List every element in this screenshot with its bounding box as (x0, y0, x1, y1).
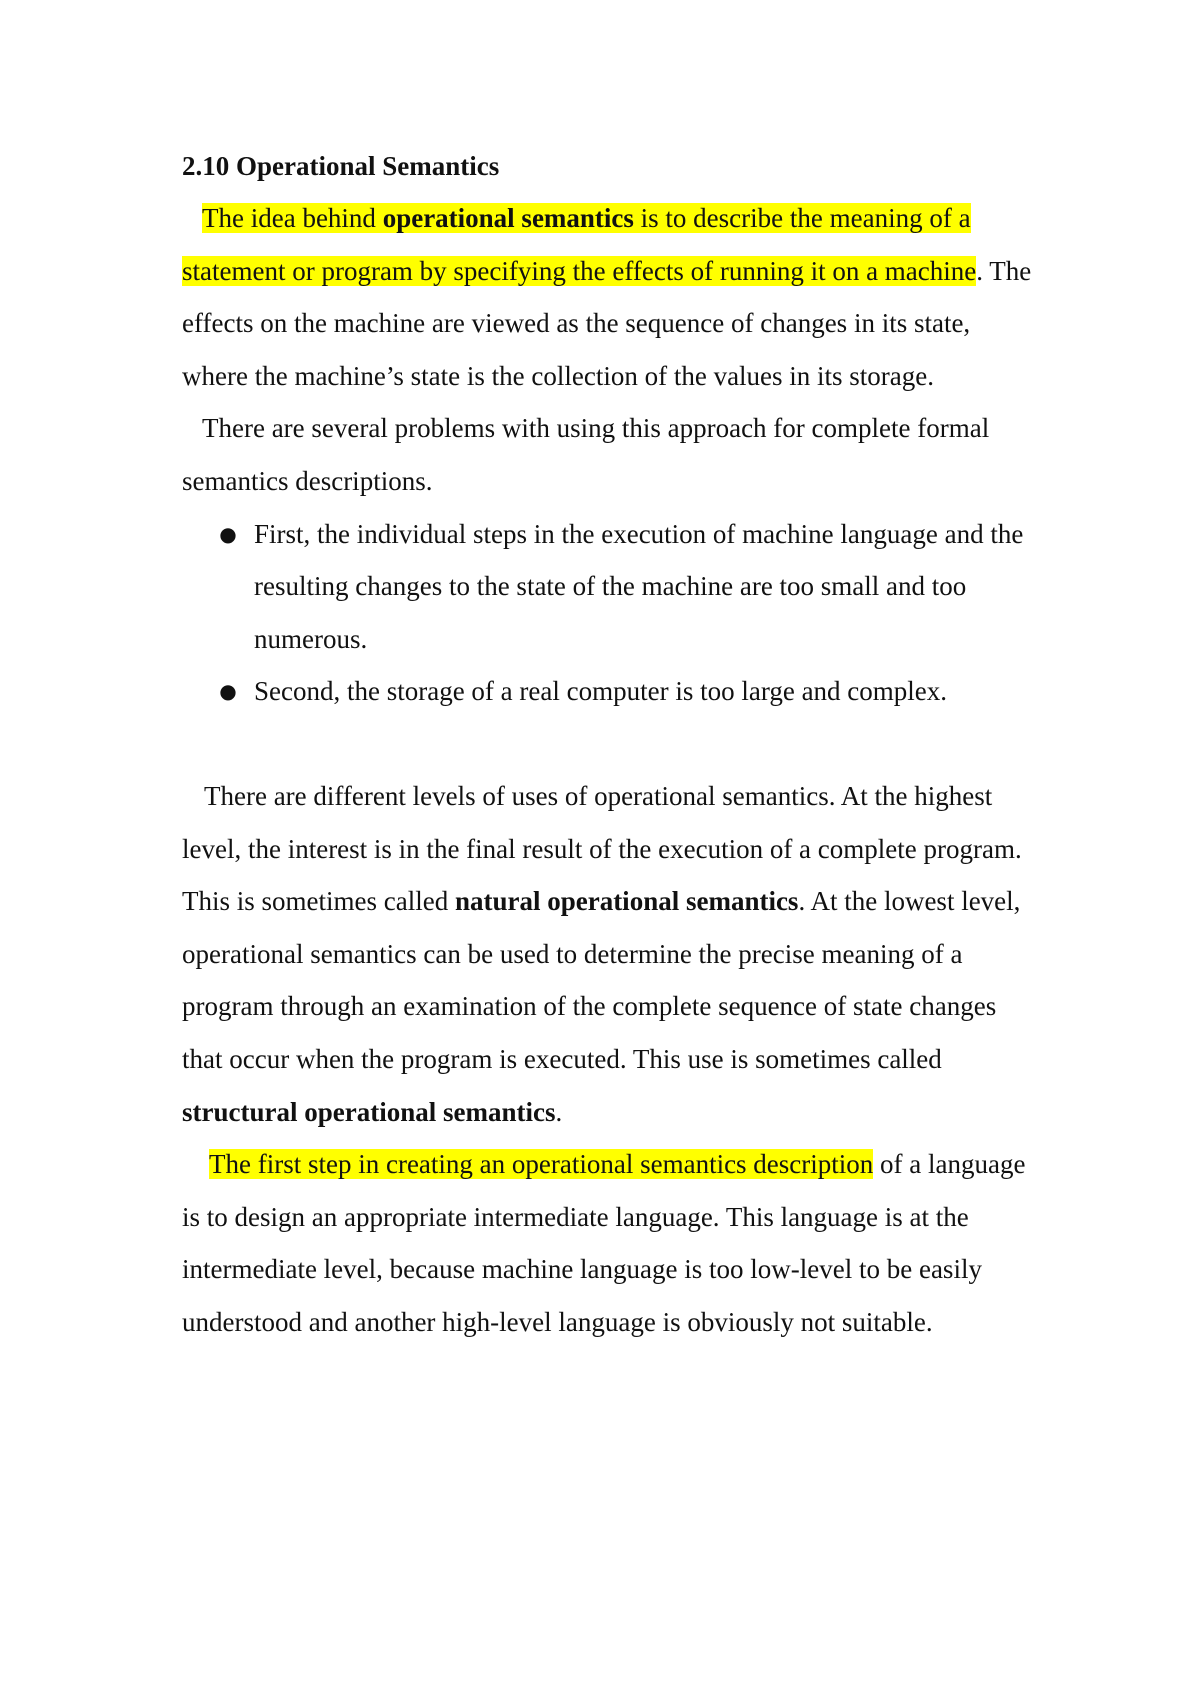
list-item-text: Second, the storage of a real computer is too large and complex. (254, 676, 948, 707)
highlighted-text: The first step in creating an operational semantics description (209, 1149, 874, 1180)
document-body (182, 140, 1032, 1348)
highlighted-text: The idea behind (202, 203, 383, 233)
paragraph-text: . At the lowest level, operational semantics can be used to determine the precise meaning of a program through an examination of the complete sequence of state changes that occur when the program is executed. This use is sometimes called (182, 886, 1021, 1074)
list-item (219, 665, 1032, 718)
paragraph-text: . (555, 1096, 563, 1127)
bold-term: structural operational semantics (182, 1096, 556, 1127)
highlighted-text: is to describe the meaning of a statement or program by specifying the effects of running it on a machine (182, 203, 977, 286)
problem-list (182, 508, 1032, 718)
bullet-icon: ● (219, 679, 237, 704)
paragraph-spacer (182, 718, 1032, 770)
paragraph-text: There are different levels of uses of operational semantics. At the highest level, the interest is in the final result of the execution of a complete program. This is sometimes called (182, 780, 1022, 917)
bullet-icon: ● (219, 521, 237, 546)
paragraph-text: . The effects on the machine are viewed as the sequence of changes in its state, where the machine’s state is the collection of the values in its storage. (182, 255, 1032, 391)
paragraph-levels (182, 770, 1032, 1138)
paragraph-first-step (182, 1138, 1032, 1348)
bold-term: natural operational semantics (454, 886, 799, 917)
section-heading: 2.10 Operational Semantics (182, 151, 500, 181)
highlighted-bold-term: operational semantics (382, 203, 634, 233)
paragraph-problems: There are several problems with using this approach for complete formal semantics descriptions. (182, 413, 990, 496)
paragraph-intro (182, 192, 1032, 402)
list-item (219, 508, 1032, 666)
paragraph-text: of a language is to design an appropriate intermediate language. This language is at the intermediate level, because machine language is too low-level to be easily understood and another high-level language is obviously not suitable. (182, 1149, 1026, 1337)
list-item-text: First, the individual steps in the execution of machine language and the resulting changes to the state of the machine are too small and too numerous. (254, 518, 1024, 654)
